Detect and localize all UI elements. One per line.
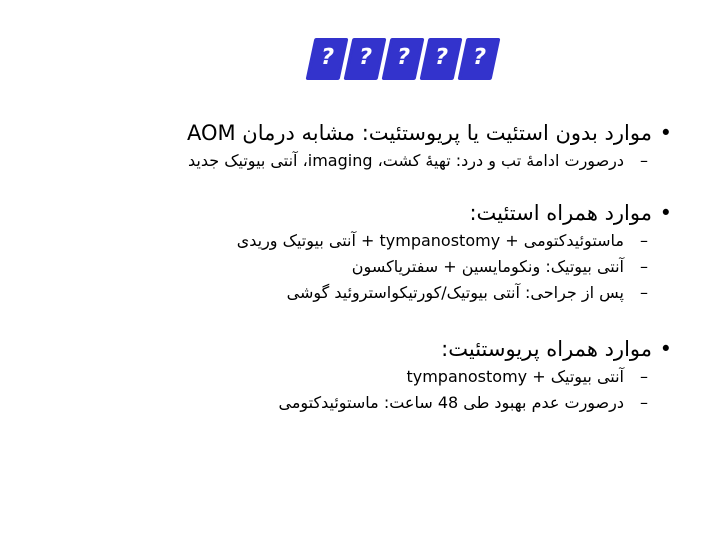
bullet-group-3	[130, 334, 672, 416]
missing-glyph-icon	[420, 38, 463, 80]
sub-bullet-post-surgery: – پس از جراحی: آنتی بیوتیک/کورتیکواستروئید گوشی	[130, 280, 672, 306]
missing-glyph-icon	[458, 38, 501, 80]
sub-bullet-persistent-fever: – درصورت ادامهٔ تب و درد: تهیهٔ کشت، imaging، آنتی بیوتیک جدید	[130, 148, 672, 174]
bullet-group-1	[130, 118, 672, 174]
missing-glyph-icon	[382, 38, 425, 80]
slide-title	[310, 38, 496, 80]
sub-bullet-antibiotics: – آنتی بیوتیک: ونکومایسین + سفتریاکسون	[130, 254, 672, 280]
sub-bullet-mastoidectomy: – ماستوئیدکتومی + tympanostomy + آنتی بیوتیک وریدی	[130, 228, 672, 254]
bullet-with-osteitis: • موارد همراه استئیت:	[130, 198, 672, 228]
bullet-no-osteitis: • موارد بدون استئیت یا پریوستئیت: مشابه درمان AOM	[130, 118, 672, 148]
bullet-with-periostitis: • موارد همراه پریوستئیت:	[130, 334, 672, 364]
missing-glyph-icon	[306, 38, 349, 80]
missing-glyph-icon	[344, 38, 387, 80]
slide-title-text	[310, 38, 311, 39]
slide-body	[130, 118, 672, 438]
sub-bullet-no-improvement: – درصورت عدم بهبود طی 48 ساعت: ماستوئیدکتومی	[130, 390, 672, 416]
bullet-group-2	[130, 198, 672, 306]
sub-bullet-tympanostomy: – آنتی بیوتیک + tympanostomy	[130, 364, 672, 390]
